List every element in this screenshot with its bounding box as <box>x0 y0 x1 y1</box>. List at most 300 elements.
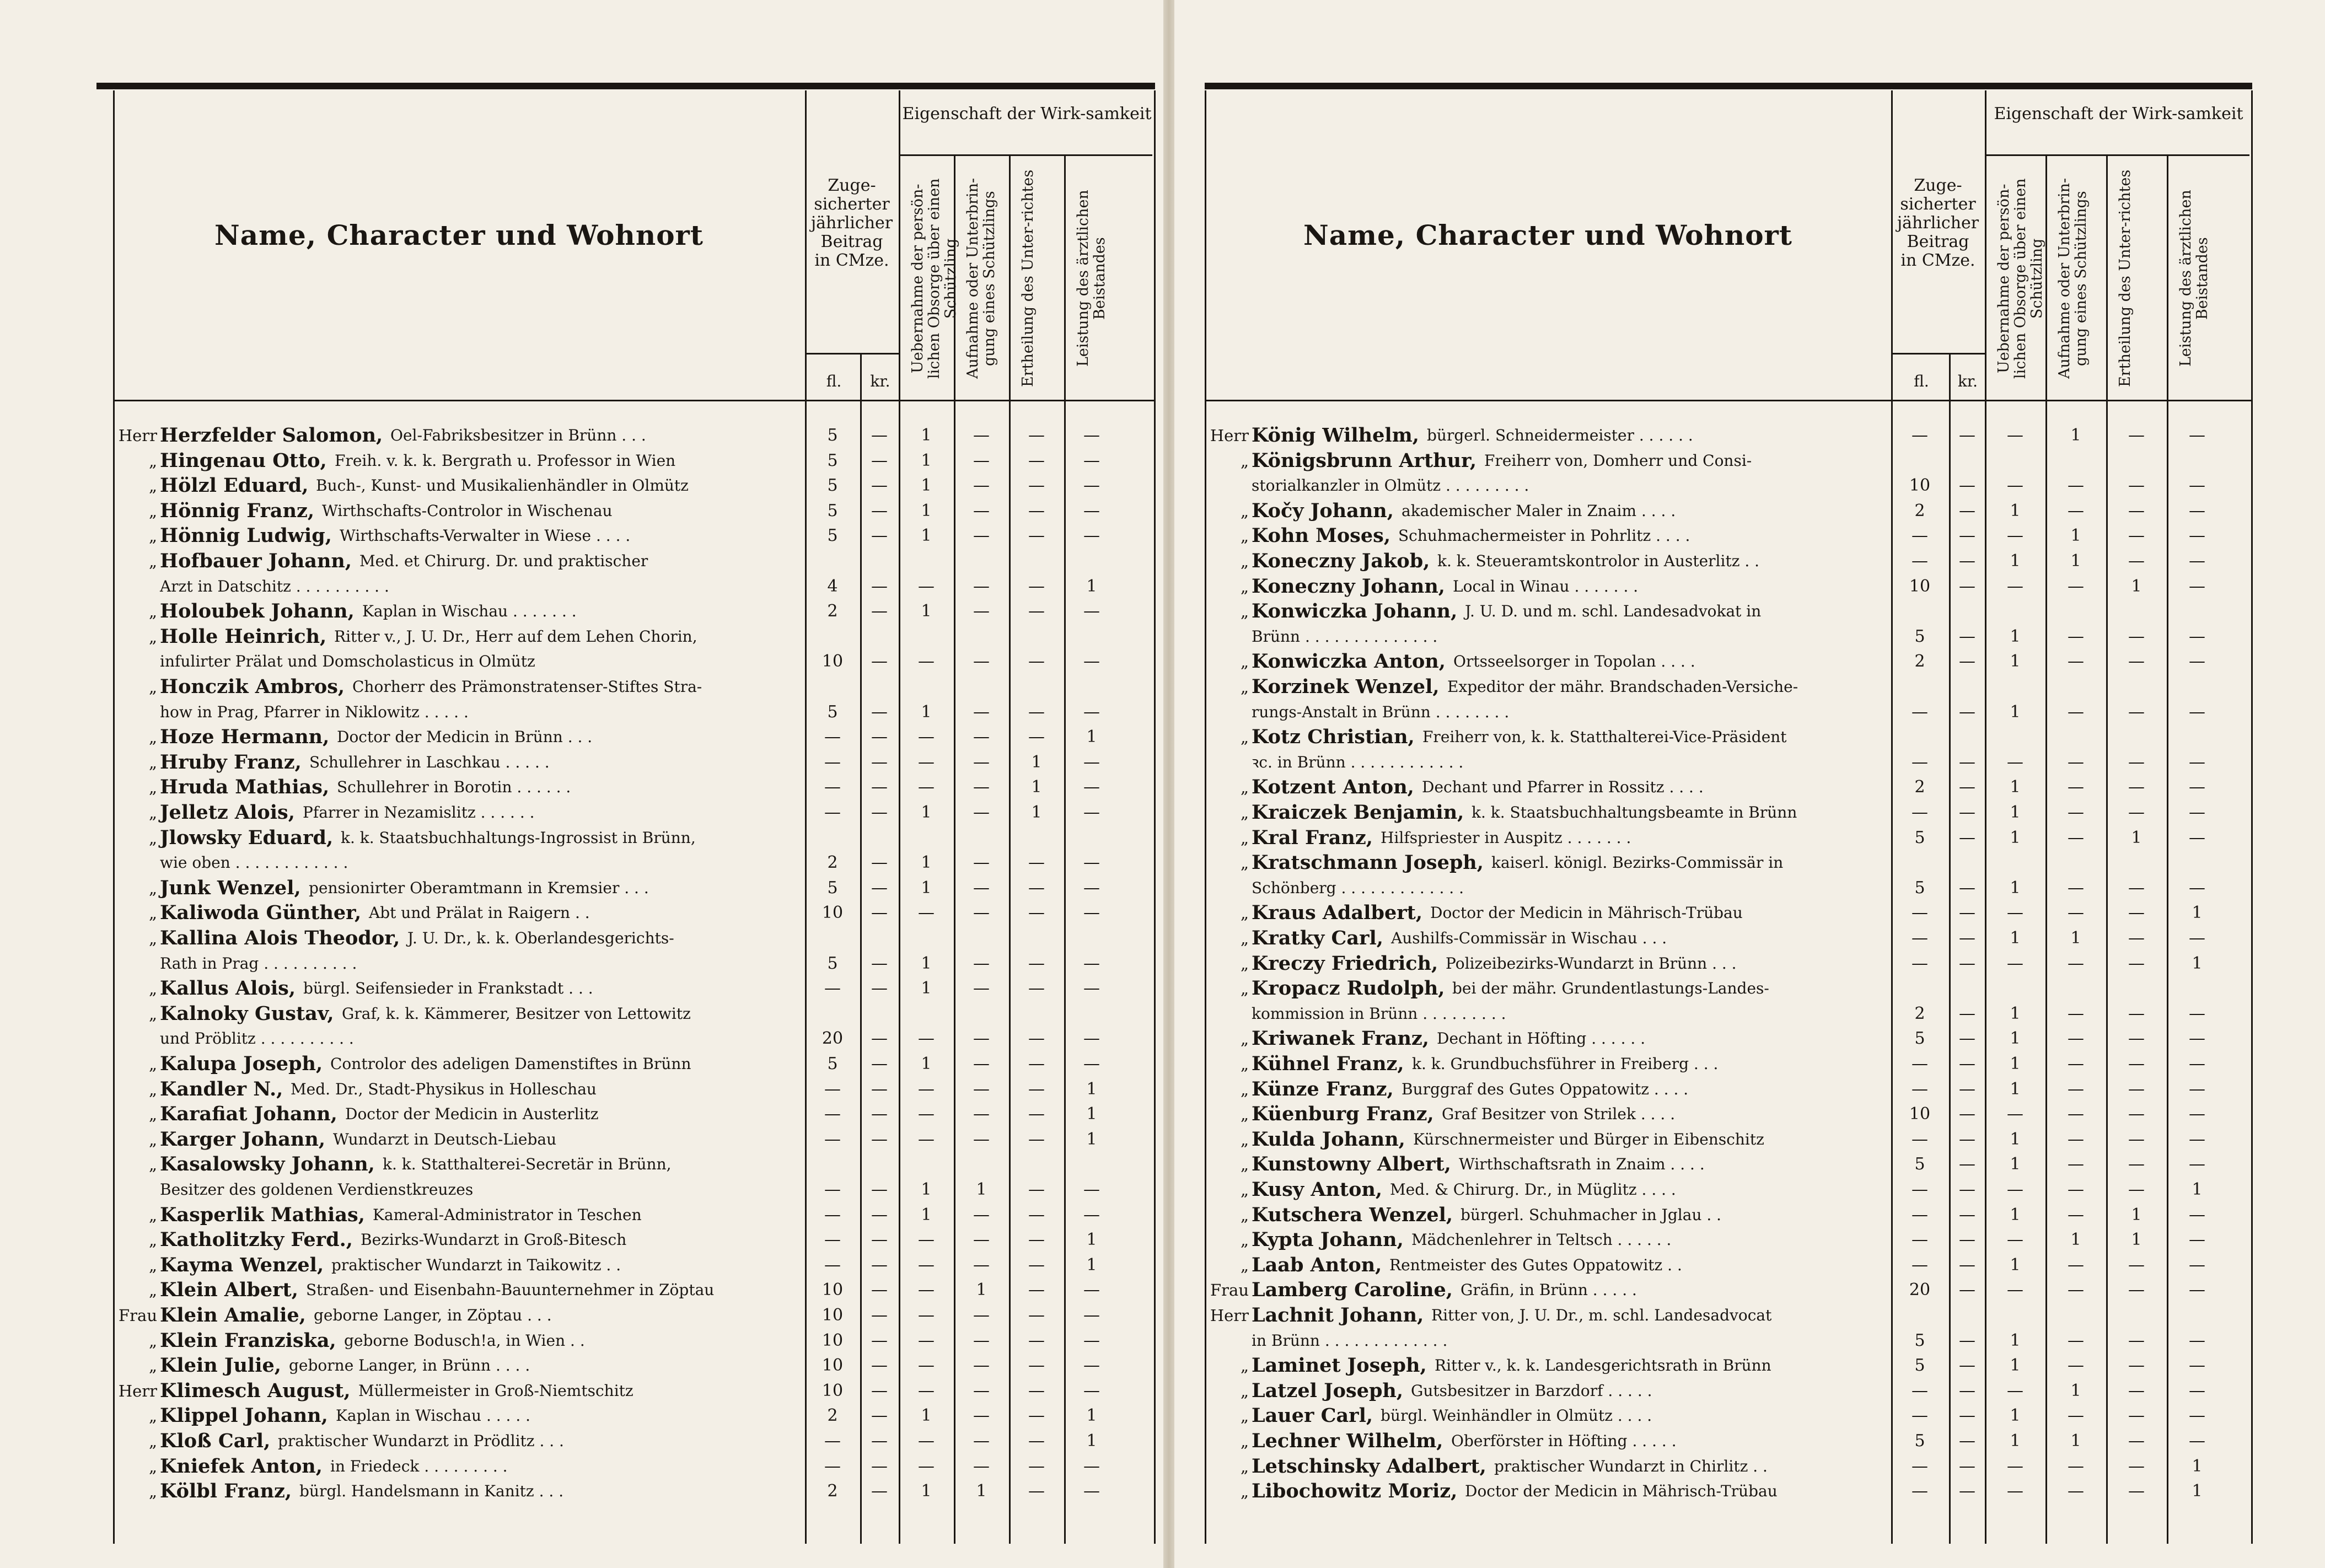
table-row <box>1174 802 2255 824</box>
col-header-care: Uebernahme der persön-lichen Obsorge über einen Schützling <box>1995 178 2045 379</box>
medical-mark: — <box>1083 1481 1100 1501</box>
teaching-mark: — <box>1028 576 1045 596</box>
care-mark: — <box>2007 526 2023 546</box>
lodging-mark: — <box>973 1456 990 1476</box>
amount-kr: — <box>871 1381 888 1400</box>
amount-kr: — <box>1959 928 1975 948</box>
amount-kr: — <box>1959 1180 1975 1199</box>
person-description: Schuhmachermeister in Pohrlitz . . . . <box>1398 527 1690 545</box>
medical-mark: — <box>2189 1129 2205 1149</box>
lodging-mark: 1 <box>2070 928 2081 948</box>
amount-kr: — <box>1959 1481 1975 1501</box>
lodging-mark: 1 <box>976 1481 987 1501</box>
table-row <box>83 1229 1163 1251</box>
amount-fl: — <box>1911 1054 1928 1073</box>
teaching-mark: — <box>1028 1255 1045 1275</box>
table-row <box>83 1179 1163 1201</box>
lodging-mark: — <box>973 576 990 596</box>
table-row <box>1174 1330 2255 1352</box>
lodging-mark: — <box>2068 1029 2084 1049</box>
table-row <box>83 676 1163 698</box>
table-row <box>1174 1279 2255 1301</box>
care-mark: 1 <box>2010 1205 2021 1225</box>
medical-mark: 1 <box>1086 1431 1097 1451</box>
person-description: akademischer Maler in Znaim . . . . <box>1402 501 1676 520</box>
person-name: Kunstowny Albert, <box>1252 1153 1451 1176</box>
care-mark: — <box>2007 1456 2023 1476</box>
column-title: Name, Character und Wohnort <box>214 219 704 251</box>
amount-kr: — <box>1959 803 1975 822</box>
care-mark: 1 <box>2010 828 2021 847</box>
table-row <box>1174 1179 2255 1201</box>
person-description: praktischer Wundarzt in Chirlitz . . <box>1494 1457 1768 1475</box>
person-name: Kral Franz, <box>1252 826 1373 849</box>
table-row <box>83 1304 1163 1327</box>
medical-mark: — <box>2189 1255 2205 1275</box>
medical-mark: — <box>1083 1330 1100 1350</box>
person-name: Kulda Johann, <box>1252 1127 1405 1151</box>
teaching-mark: 1 <box>1031 803 1042 822</box>
person-name: Herzfelder Salomon, <box>160 424 383 447</box>
medical-mark: 1 <box>2192 1481 2203 1501</box>
person-name: Holle Heinrich, <box>160 625 327 648</box>
teaching-mark: — <box>2128 1154 2145 1174</box>
table-row <box>83 1480 1163 1502</box>
amount-fl: 2 <box>827 853 838 873</box>
teaching-mark: 1 <box>2131 576 2142 596</box>
lodging-mark: — <box>973 727 990 747</box>
care-mark: 1 <box>921 1180 932 1199</box>
title-prefix: „ <box>1240 853 1249 873</box>
medical-mark: — <box>2189 1356 2205 1376</box>
person-name: Hofbauer Johann, <box>160 550 352 572</box>
amount-fl: 2 <box>827 1481 838 1501</box>
title-prefix: „ <box>148 1105 157 1124</box>
table-row <box>1174 902 2255 924</box>
lodging-mark: — <box>973 652 990 672</box>
care-mark: 1 <box>2010 1003 2021 1023</box>
person-name: Libochowitz Moriz, <box>1252 1480 1458 1503</box>
medical-mark: — <box>1083 1054 1100 1073</box>
lodging-mark: — <box>2068 576 2084 596</box>
table-row <box>83 1254 1163 1276</box>
person-description: geborne Langer, in Zöptau . . . <box>314 1306 552 1324</box>
person-description: Schullehrer in Borotin . . . . . . <box>337 778 571 797</box>
lodging-mark: — <box>973 953 990 973</box>
teaching-mark: — <box>1028 1180 1045 1199</box>
person-description: geborne Bodusch!a, in Wien . . <box>344 1331 585 1350</box>
medical-mark: — <box>1083 702 1100 722</box>
person-description: bürgl. Handelsmann in Kanitz . . . <box>299 1482 564 1501</box>
lodging-mark: — <box>973 1255 990 1275</box>
amount-fl: — <box>1911 1180 1928 1199</box>
title-prefix: „ <box>148 1080 157 1099</box>
column-title: Name, Character und Wohnort <box>1303 219 1792 251</box>
person-description: Polizeibezirks-Wundarzt in Brünn . . . <box>1446 954 1737 973</box>
care-mark: 1 <box>921 702 932 722</box>
person-name: Kalupa Joseph, <box>160 1053 323 1075</box>
header-rule <box>1891 353 1985 355</box>
medical-mark: — <box>2189 803 2205 822</box>
lodging-mark: — <box>973 450 990 470</box>
lodging-mark: — <box>973 602 990 621</box>
care-mark: — <box>918 1306 935 1325</box>
table-row <box>1174 877 2255 899</box>
amount-kr: — <box>871 652 888 672</box>
person-name: Jelletz Alois, <box>160 801 295 824</box>
table-row <box>83 802 1163 824</box>
person-description: Med. & Chirurg. Dr., in Müglitz . . . . <box>1390 1180 1676 1199</box>
care-mark: — <box>918 1230 935 1250</box>
medical-mark: — <box>2189 1330 2205 1350</box>
lodging-mark: — <box>973 878 990 898</box>
care-mark: 1 <box>921 878 932 898</box>
lodging-mark: 1 <box>2070 551 2081 571</box>
person-name: Küenburg Franz, <box>1252 1103 1434 1126</box>
amount-kr: — <box>1959 1003 1975 1023</box>
title-prefix: „ <box>148 678 157 696</box>
medical-mark: — <box>1083 501 1100 520</box>
person-description: Dechant und Pfarrer in Rossitz . . . . <box>1422 778 1704 797</box>
person-name: Hönnig Ludwig, <box>160 524 332 547</box>
medical-mark: — <box>1083 1280 1100 1300</box>
amount-kr: — <box>1959 702 1975 722</box>
title-prefix: Herr <box>1210 1306 1249 1325</box>
title-prefix: „ <box>148 1155 157 1174</box>
person-name: Lechner Wilhelm, <box>1252 1430 1443 1452</box>
amount-fl: 2 <box>1914 777 1925 797</box>
amount-kr: — <box>871 1180 888 1199</box>
header-rule <box>899 154 1152 156</box>
care-mark: 1 <box>921 602 932 621</box>
amount-kr: — <box>871 1280 888 1300</box>
amount-kr: — <box>871 1481 888 1501</box>
table-row <box>83 1430 1163 1452</box>
person-description: Müllermeister in Groß-Niemtschitz <box>358 1381 633 1400</box>
amount-fl: 10 <box>1909 576 1931 596</box>
teaching-mark: — <box>1028 903 1045 923</box>
medical-mark: — <box>1083 752 1100 772</box>
teaching-mark: — <box>2128 752 2145 772</box>
person-description: praktischer Wundarzt in Taikowitz . . <box>331 1255 621 1274</box>
amount-kr: — <box>1959 878 1975 898</box>
person-description: infulirter Prälat und Domscholasticus in Olmütz <box>160 652 535 671</box>
person-name: Hruda Mathias, <box>160 776 330 799</box>
lodging-mark: — <box>973 777 990 797</box>
person-name: Klippel Johann, <box>160 1404 328 1427</box>
medical-mark: — <box>1083 953 1100 973</box>
amount-kr: — <box>1959 501 1975 520</box>
table-row <box>1174 1456 2255 1478</box>
teaching-mark: — <box>1028 1029 1045 1049</box>
person-description: in Friedeck . . . . . . . . . <box>330 1457 508 1475</box>
title-prefix: „ <box>1240 501 1249 520</box>
person-description: how in Prag, Pfarrer in Niklowitz . . . . . <box>160 702 469 721</box>
medical-mark: — <box>2189 476 2205 496</box>
person-name: Junk Wenzel, <box>160 876 301 899</box>
table-row <box>83 877 1163 899</box>
lodging-mark: — <box>2068 1456 2084 1476</box>
header-rule <box>1985 154 2249 156</box>
teaching-mark: — <box>2128 501 2145 520</box>
amount-fl: — <box>824 1431 841 1451</box>
care-mark: — <box>918 1381 935 1400</box>
lodging-mark: — <box>973 853 990 873</box>
lodging-mark: — <box>2068 1129 2084 1149</box>
amount-kr: — <box>1959 1431 1975 1451</box>
teaching-mark: — <box>2128 626 2145 646</box>
lodging-mark: 1 <box>976 1280 987 1300</box>
person-description: Med. Dr., Stadt-Physikus in Holleschau <box>291 1080 597 1098</box>
teaching-mark: — <box>2128 1079 2145 1099</box>
amount-kr: — <box>1959 1255 1975 1275</box>
amount-kr: — <box>871 1230 888 1250</box>
table-row <box>83 600 1163 622</box>
amount-kr: — <box>1959 652 1975 672</box>
person-description: Schönberg . . . . . . . . . . . . . <box>1252 878 1464 897</box>
top-rule <box>1205 83 2252 89</box>
person-description: Bezirks-Wundarzt in Groß-Bitesch <box>361 1231 627 1249</box>
person-description: Rentmeister des Gutes Oppatowitz . . <box>1389 1255 1682 1274</box>
table-row <box>83 751 1163 774</box>
teaching-mark: — <box>2128 652 2145 672</box>
amount-kr: — <box>1959 476 1975 496</box>
amount-kr: — <box>1959 551 1975 571</box>
title-prefix: „ <box>148 476 157 496</box>
teaching-mark: — <box>1028 1481 1045 1501</box>
person-name: Kusy Anton, <box>1252 1178 1383 1201</box>
amount-kr: — <box>1959 1230 1975 1250</box>
medical-mark: — <box>2189 1381 2205 1400</box>
teaching-mark: — <box>2128 903 2145 923</box>
person-name: Holoubek Johann, <box>160 600 355 623</box>
care-mark: 1 <box>2010 626 2021 646</box>
person-description: kaiserl. königl. Bezirks-Commissär in <box>1491 853 1784 872</box>
medical-mark: — <box>2189 777 2205 797</box>
teaching-mark: — <box>2128 1255 2145 1275</box>
amount-kr: — <box>1959 1154 1975 1174</box>
medical-mark: 1 <box>1086 576 1097 596</box>
amount-fl: — <box>824 1129 841 1149</box>
person-name: Kallus Alois, <box>160 977 296 1000</box>
care-mark: 1 <box>921 450 932 470</box>
amount-fl: — <box>824 1255 841 1275</box>
table-row <box>1174 978 2255 1000</box>
teaching-mark: — <box>2128 928 2145 948</box>
medical-mark: 1 <box>2192 1180 2203 1199</box>
teaching-mark: — <box>1028 1406 1045 1426</box>
medical-mark: — <box>2189 1003 2205 1023</box>
amount-fl: — <box>824 1180 841 1199</box>
lodging-mark: — <box>973 476 990 496</box>
medical-mark: — <box>1083 853 1100 873</box>
col-header-teaching: Ertheilung des Unter-richtes <box>2117 169 2134 388</box>
person-description: Mädchenlehrer in Teltsch . . . . . . <box>1411 1231 1672 1249</box>
title-prefix: „ <box>148 728 157 747</box>
table-row <box>83 1204 1163 1226</box>
col-header-medical: Leistung des ärztlichen Beistandes <box>1075 190 1108 367</box>
person-description: Wirthschaftsrath in Znaim . . . . <box>1459 1155 1705 1174</box>
person-description: rungs-Anstalt in Brünn . . . . . . . . <box>1252 702 1510 721</box>
person-description: Kaplan in Wischau . . . . . . . <box>362 602 577 621</box>
care-mark: 1 <box>921 1406 932 1426</box>
amount-kr: — <box>1959 1054 1975 1073</box>
table-row <box>83 726 1163 748</box>
person-description: Oel-Fabriksbesitzer in Brünn . . . <box>390 426 646 444</box>
table-row <box>1174 576 2255 598</box>
title-prefix: „ <box>1240 552 1249 571</box>
person-description: Pfarrer in Nezamislitz . . . . . . <box>303 803 535 821</box>
amount-fl: 10 <box>1909 476 1931 496</box>
medical-mark: — <box>2189 1431 2205 1451</box>
table-row <box>83 651 1163 673</box>
amount-kr: — <box>1959 426 1975 445</box>
col-header-teaching: Ertheilung des Unter-richtes <box>1019 169 1037 388</box>
person-name: Kraus Adalbert, <box>1252 901 1423 925</box>
person-description: praktischer Wundarzt in Prödlitz . . . <box>278 1432 564 1450</box>
care-mark: 1 <box>2010 1154 2021 1174</box>
table-row <box>83 1153 1163 1175</box>
care-mark: — <box>2007 426 2023 445</box>
person-name: Kühnel Franz, <box>1252 1053 1404 1075</box>
table-row <box>83 1103 1163 1125</box>
lodging-mark: — <box>2068 501 2084 520</box>
amount-kr: — <box>871 803 888 822</box>
title-prefix: „ <box>1240 1155 1249 1174</box>
care-mark: 1 <box>921 426 932 445</box>
title-prefix: „ <box>1240 1381 1249 1400</box>
care-mark: 1 <box>2010 652 2021 672</box>
person-description: Local in Winau . . . . . . . <box>1453 577 1639 595</box>
title-prefix: „ <box>1240 1080 1249 1099</box>
person-description: Oberförster in Höfting . . . . . <box>1451 1432 1677 1450</box>
amount-kr: — <box>1959 1406 1975 1426</box>
lodging-mark: 1 <box>2070 1381 2081 1400</box>
title-prefix: „ <box>1240 1457 1249 1476</box>
header-rule <box>1205 400 2251 401</box>
amount-fl: — <box>1911 426 1928 445</box>
teaching-mark: — <box>1028 602 1045 621</box>
care-mark: 1 <box>2010 878 2021 898</box>
amount-kr: — <box>1959 1104 1975 1124</box>
care-mark: 1 <box>2010 1255 2021 1275</box>
person-name: Hoze Hermann, <box>160 726 330 749</box>
amount-fl: — <box>1911 928 1928 948</box>
teaching-mark: — <box>1028 1330 1045 1350</box>
care-mark: — <box>2007 1230 2023 1250</box>
medical-mark: — <box>1083 1356 1100 1376</box>
person-description: Abt und Prälat in Raigern . . <box>369 904 590 922</box>
lodging-mark: — <box>973 1205 990 1225</box>
person-name: Lamberg Caroline, <box>1252 1279 1453 1302</box>
table-row <box>83 1330 1163 1352</box>
person-name: Honczik Ambros, <box>160 675 345 698</box>
care-mark: — <box>918 652 935 672</box>
table-row <box>83 776 1163 798</box>
care-mark: — <box>918 576 935 596</box>
teaching-mark: — <box>1028 953 1045 973</box>
teaching-mark: — <box>2128 1431 2145 1451</box>
teaching-mark: 1 <box>2131 1230 2142 1250</box>
title-prefix: „ <box>1240 728 1249 747</box>
lodging-mark: — <box>973 803 990 822</box>
title-prefix: „ <box>148 1432 157 1451</box>
title-prefix: „ <box>1240 577 1249 596</box>
amount-fl: 2 <box>1914 501 1925 520</box>
amount-kr: — <box>871 1054 888 1073</box>
lodging-mark: — <box>2068 1356 2084 1376</box>
amount-fl: 5 <box>1914 1330 1925 1350</box>
medical-mark: — <box>1083 426 1100 445</box>
lodging-mark: — <box>2068 1104 2084 1124</box>
teaching-mark: — <box>1028 652 1045 672</box>
person-description: Kaplan in Wischau . . . . . <box>336 1406 531 1425</box>
table-row <box>83 475 1163 497</box>
person-description: Kameral-Administrator in Teschen <box>373 1205 642 1224</box>
medical-mark: — <box>2189 501 2205 520</box>
person-description: bürgl. Seifensieder in Frankstadt . . . <box>303 979 593 998</box>
medical-mark: 1 <box>1086 1230 1097 1250</box>
medical-mark: — <box>2189 702 2205 722</box>
care-mark: — <box>2007 752 2023 772</box>
contribution-header: Zuge-sicherter jährlicher Beitrag in CMze. <box>810 176 893 270</box>
care-mark: — <box>918 752 935 772</box>
title-prefix: „ <box>148 803 157 822</box>
medical-mark: — <box>1083 526 1100 546</box>
person-name: Kohn Moses, <box>1252 524 1391 547</box>
person-name: Kratky Carl, <box>1252 927 1383 949</box>
title-prefix: Herr <box>118 426 157 445</box>
table-row <box>1174 425 2255 447</box>
amount-fl: — <box>1911 1406 1928 1426</box>
amount-fl: 10 <box>821 1306 844 1325</box>
amount-fl: — <box>1911 803 1928 822</box>
amount-fl: 20 <box>1909 1280 1931 1300</box>
table-row <box>1174 1053 2255 1075</box>
medical-mark: 1 <box>1086 1406 1097 1426</box>
amount-fl: 2 <box>827 602 838 621</box>
care-mark: — <box>918 1330 935 1350</box>
medical-mark: — <box>1083 652 1100 672</box>
title-prefix: „ <box>148 753 157 772</box>
medical-mark: — <box>1083 450 1100 470</box>
amount-kr: — <box>1959 903 1975 923</box>
amount-kr: — <box>871 853 888 873</box>
care-mark: 1 <box>921 1481 932 1501</box>
lodging-mark: — <box>973 501 990 520</box>
table-row <box>1174 500 2255 522</box>
table-row <box>1174 600 2255 622</box>
medical-mark: — <box>2189 652 2205 672</box>
person-description: Controlor des adeligen Damenstiftes in Brünn <box>330 1055 691 1073</box>
lodging-mark: — <box>973 1029 990 1049</box>
title-prefix: „ <box>148 1055 157 1073</box>
person-name: Kallina Alois Theodor, <box>160 927 400 949</box>
care-mark: 1 <box>2010 1029 2021 1049</box>
person-name: Kotz Christian, <box>1252 726 1415 749</box>
person-description: Dechant in Höfting . . . . . . <box>1437 1029 1646 1048</box>
table-row <box>83 852 1163 874</box>
medical-mark: — <box>2189 526 2205 546</box>
teaching-mark: — <box>2128 551 2145 571</box>
person-name: Klein Julie, <box>160 1354 281 1377</box>
table-row <box>1174 1304 2255 1327</box>
care-mark: 1 <box>2010 803 2021 822</box>
medical-mark: — <box>2189 1104 2205 1124</box>
medical-mark: 1 <box>2192 1456 2203 1476</box>
amount-fl: 5 <box>827 702 838 722</box>
teaching-mark: — <box>1028 1129 1045 1149</box>
